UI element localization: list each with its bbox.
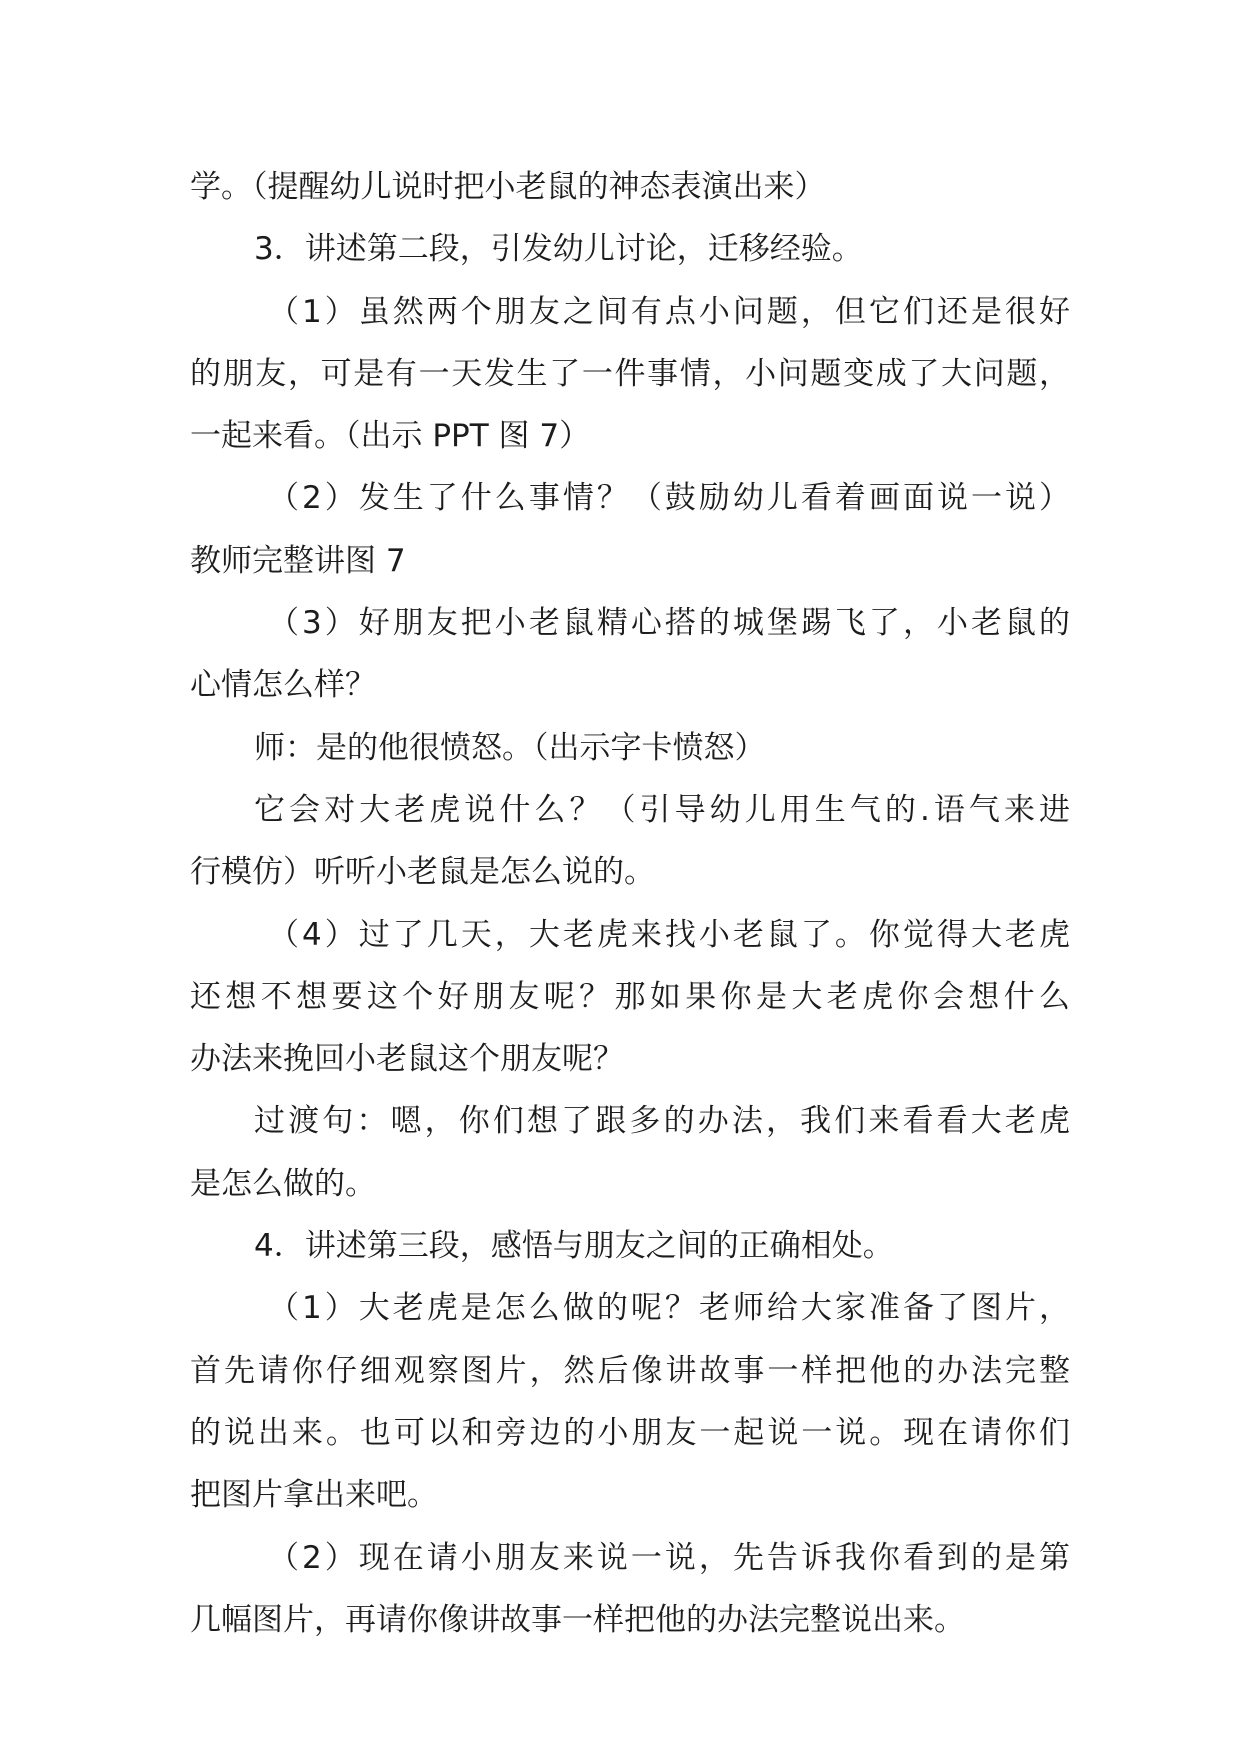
text-line: （2）发生了什么事情？（鼓励幼儿看着画面说一说）	[268, 480, 1070, 517]
text-line: 心情怎么样？	[190, 667, 376, 704]
text-line: 的说出来。也可以和旁边的小朋友一起说一说。现在请你们	[190, 1414, 1070, 1451]
text-line: （1）大老虎是怎么做的呢？老师给大家准备了图片，	[268, 1290, 1070, 1327]
text-line: 把图片拿出来吧。	[190, 1477, 438, 1514]
text-line: 过渡句：嗯，你们想了跟多的办法，我们来看看大老虎	[254, 1103, 1070, 1140]
text-line: 是怎么做的。	[190, 1165, 376, 1202]
text-line: 它会对大老虎说什么？（引导幼儿用生气的.语气来进	[254, 791, 1070, 828]
lesson-plan-text	[190, 156, 1070, 1651]
text-line: 几幅图片，再请你像讲故事一样把他的办法完整说出来。	[190, 1601, 965, 1638]
text-line: 行模仿）听听小老鼠是怎么说的。	[190, 854, 655, 891]
text-line: 首先请你仔细观察图片，然后像讲故事一样把他的办法完整	[190, 1352, 1070, 1389]
text-line: 学。（提醒幼儿说时把小老鼠的神态表演出来）	[190, 169, 826, 205]
text-line: （1）虽然两个朋友之间有点小问题，但它们还是很好	[268, 293, 1070, 330]
text-line: （3）好朋友把小老鼠精心搭的城堡踢飞了，小老鼠的	[268, 605, 1070, 642]
text-line: 师：是的他很愤怒。（出示字卡愤怒）	[254, 729, 766, 766]
text-line: 办法来挽回小老鼠这个朋友呢？	[190, 1041, 624, 1078]
text-line: 一起来看。（出示 PPT 图 7）	[190, 418, 591, 455]
text-line: （4）过了几天，大老虎来找小老鼠了。你觉得大老虎	[268, 916, 1070, 953]
text-line: 教师完整讲图 7	[190, 542, 406, 579]
section-heading: 3．讲述第二段，引发幼儿讨论，迁移经验。	[254, 231, 863, 268]
text-line: 的朋友，可是有一天发生了一件事情，小问题变成了大问题，	[190, 355, 1070, 392]
section-heading: 4．讲述第三段，感悟与朋友之间的正确相处。	[254, 1228, 894, 1265]
text-line: （2）现在请小朋友来说一说，先告诉我你看到的是第	[268, 1539, 1070, 1576]
text-line: 还想不想要这个好朋友呢？那如果你是大老虎你会想什么	[190, 978, 1070, 1015]
